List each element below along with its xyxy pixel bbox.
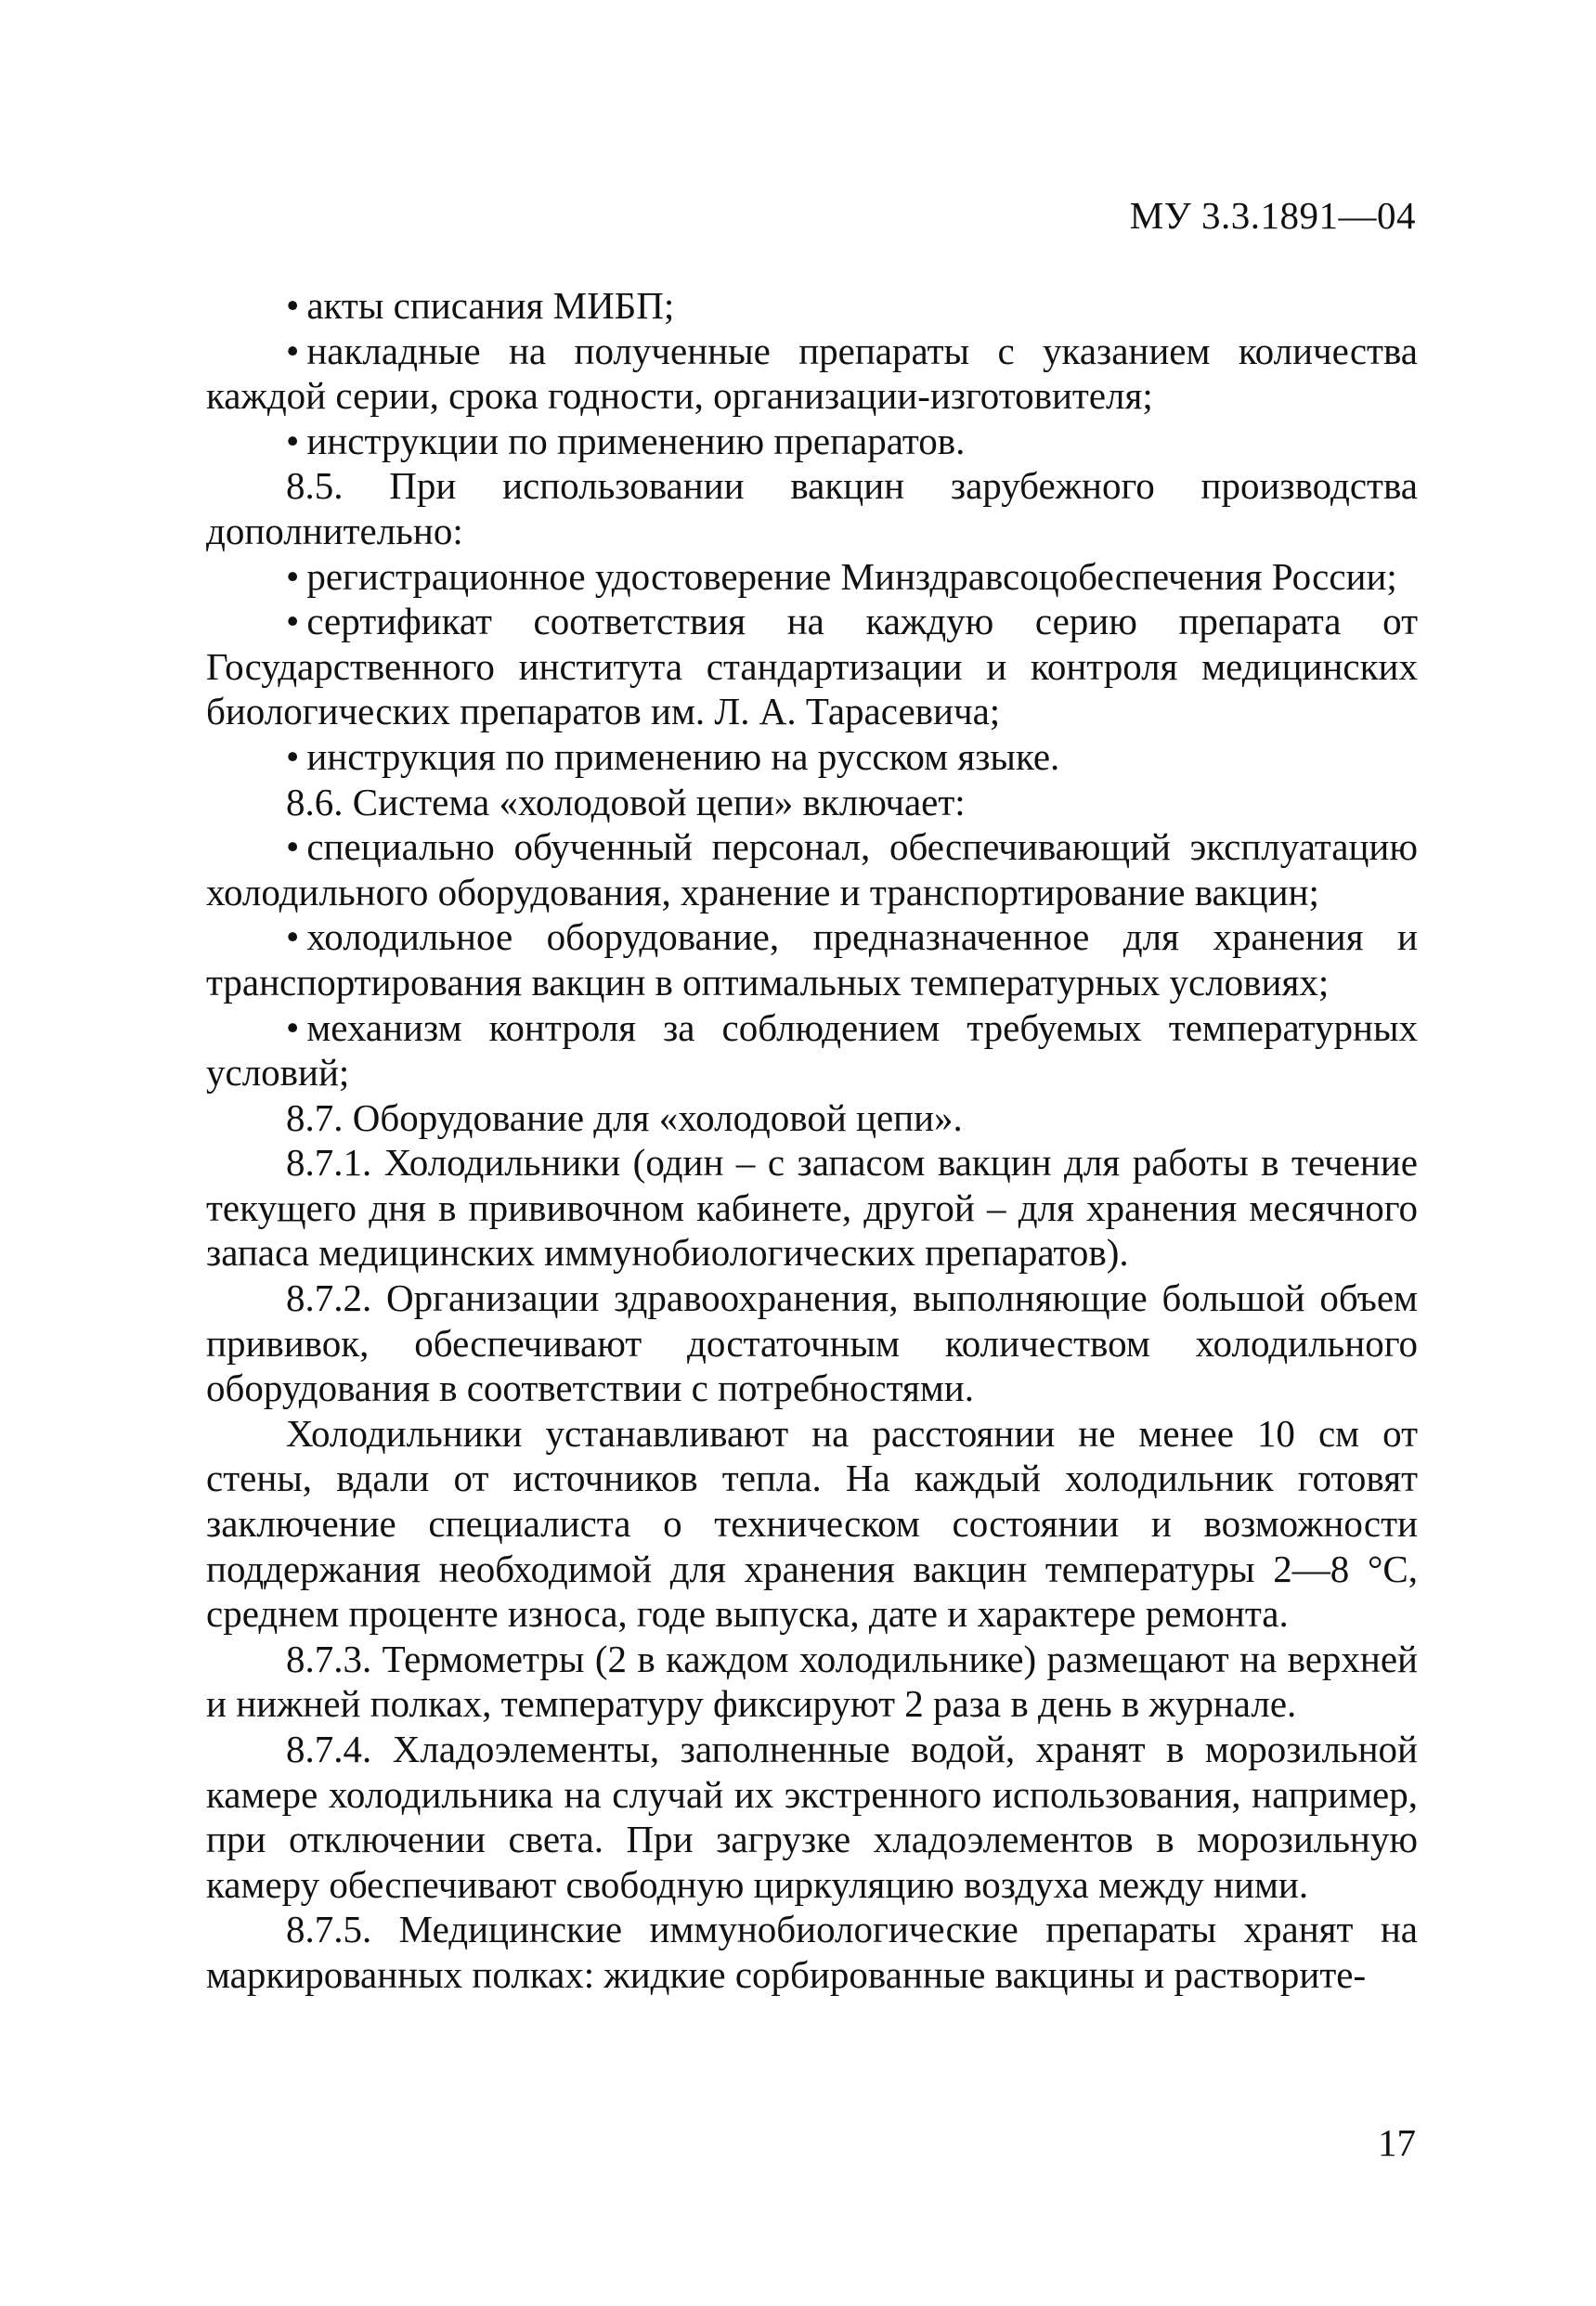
body-text — [206, 283, 1418, 1998]
paragraph — [206, 1727, 1418, 1907]
bullet-item — [206, 329, 1418, 419]
paragraph-text: 8.7.4. Хладоэлементы, заполненные водой, хранят в морозильной камере холодильника на случай их экстренного использования, например, при отключении света. При загрузке хладоэлементов в морозильную камеру обеспечивают свободную циркуляцию воздуха между ними. — [206, 1728, 1418, 1906]
bullet-icon: • — [286, 600, 300, 643]
paragraph-text: инструкции по применению препаратов. — [306, 419, 966, 462]
paragraph — [206, 1095, 1418, 1141]
paragraph-text: 8.7.5. Медицинские иммунобиологические препараты хранят на маркированных полках: жидкие сорбированные вакцины и растворите- — [206, 1908, 1418, 1996]
paragraph-text: 8.7. Оборудование для «холодовой цепи». — [286, 1095, 963, 1139]
bullet-icon: • — [286, 825, 300, 869]
paragraph — [206, 1637, 1418, 1727]
bullet-item — [206, 599, 1418, 734]
paragraph-text: 8.7.2. Организации здравоохранения, выполняющие большой объем прививок, обеспечивают достаточным количеством холодильного оборудования в соответствии с потребностями. — [206, 1276, 1418, 1410]
bullet-icon: • — [286, 1005, 300, 1049]
paragraph-text: 8.5. При использовании вакцин зарубежного производства дополнительно: — [206, 464, 1418, 552]
bullet-icon: • — [286, 329, 300, 372]
bullet-item — [206, 283, 1418, 329]
paragraph — [206, 1907, 1418, 1997]
bullet-icon: • — [286, 284, 300, 327]
paragraph-text: Холодильники устанавливают на расстоянии не менее 10 см от стены, вдали от источников тепла. На каждый холодильник готовят заключение специалиста о техническом состоянии и возможности поддержания необходимой для хранения вакцин температуры 2—8 °С, среднем проценте износа, годе выпуска, дате и характере ремонта. — [206, 1411, 1418, 1636]
bullet-item — [206, 914, 1418, 1004]
bullet-item — [206, 824, 1418, 914]
bullet-icon: • — [286, 734, 300, 778]
bullet-item — [206, 1005, 1418, 1095]
paragraph-text: 8.6. Система «холодовой цепи» включает: — [286, 780, 966, 823]
bullet-item — [206, 554, 1418, 600]
bullet-icon: • — [286, 419, 300, 462]
page-number: 17 — [1378, 2121, 1416, 2164]
paragraph — [206, 1411, 1418, 1637]
bullet-icon: • — [286, 915, 300, 959]
bullet-item — [206, 419, 1418, 464]
paragraph-text: накладные на полученные препараты с указанием количества каждой серии, срока годности, организации-изготовителя; — [206, 329, 1418, 418]
bullet-icon: • — [286, 554, 300, 598]
paragraph-text: акты списания МИБП; — [306, 284, 675, 327]
paragraph-text: механизм контроля за соблюдением требуемых температурных условий; — [206, 1005, 1418, 1095]
paragraph-text: 8.7.3. Термометры (2 в каждом холодильнике) размещают на верхней и нижней полках, температуру фиксируют 2 раза в день в журнале. — [206, 1637, 1418, 1726]
bullet-item — [206, 734, 1418, 780]
document-code: МУ 3.3.1891—04 — [1129, 194, 1416, 237]
paragraph — [206, 1140, 1418, 1276]
paragraph — [206, 463, 1418, 553]
paragraph — [206, 1276, 1418, 1411]
paragraph-text: регистрационное удостоверение Минздравсоцобеспечения России; — [306, 554, 1397, 598]
paragraph-text: холодильное оборудование, предназначенное для хранения и транспортирования вакцин в оптимальных температурных условиях; — [206, 915, 1418, 1004]
paragraph-text: специально обученный персонал, обеспечивающий эксплуатацию холодильного оборудования, хранение и транспортирование вакцин; — [206, 825, 1418, 913]
paragraph-text: 8.7.1. Холодильники (один – с запасом вакцин для работы в течение текущего дня в прививочном кабинете, другой – для хранения месячного запаса медицинских иммунобиологических препаратов). — [206, 1141, 1418, 1275]
paragraph-text: сертификат соответствия на каждую серию препарата от Государственного института стандартизации и контроля медицинских биологических препаратов им. Л. А. Тарасевича; — [206, 600, 1418, 733]
paragraph-text: инструкция по применению на русском языке. — [306, 734, 1060, 778]
paragraph — [206, 780, 1418, 825]
